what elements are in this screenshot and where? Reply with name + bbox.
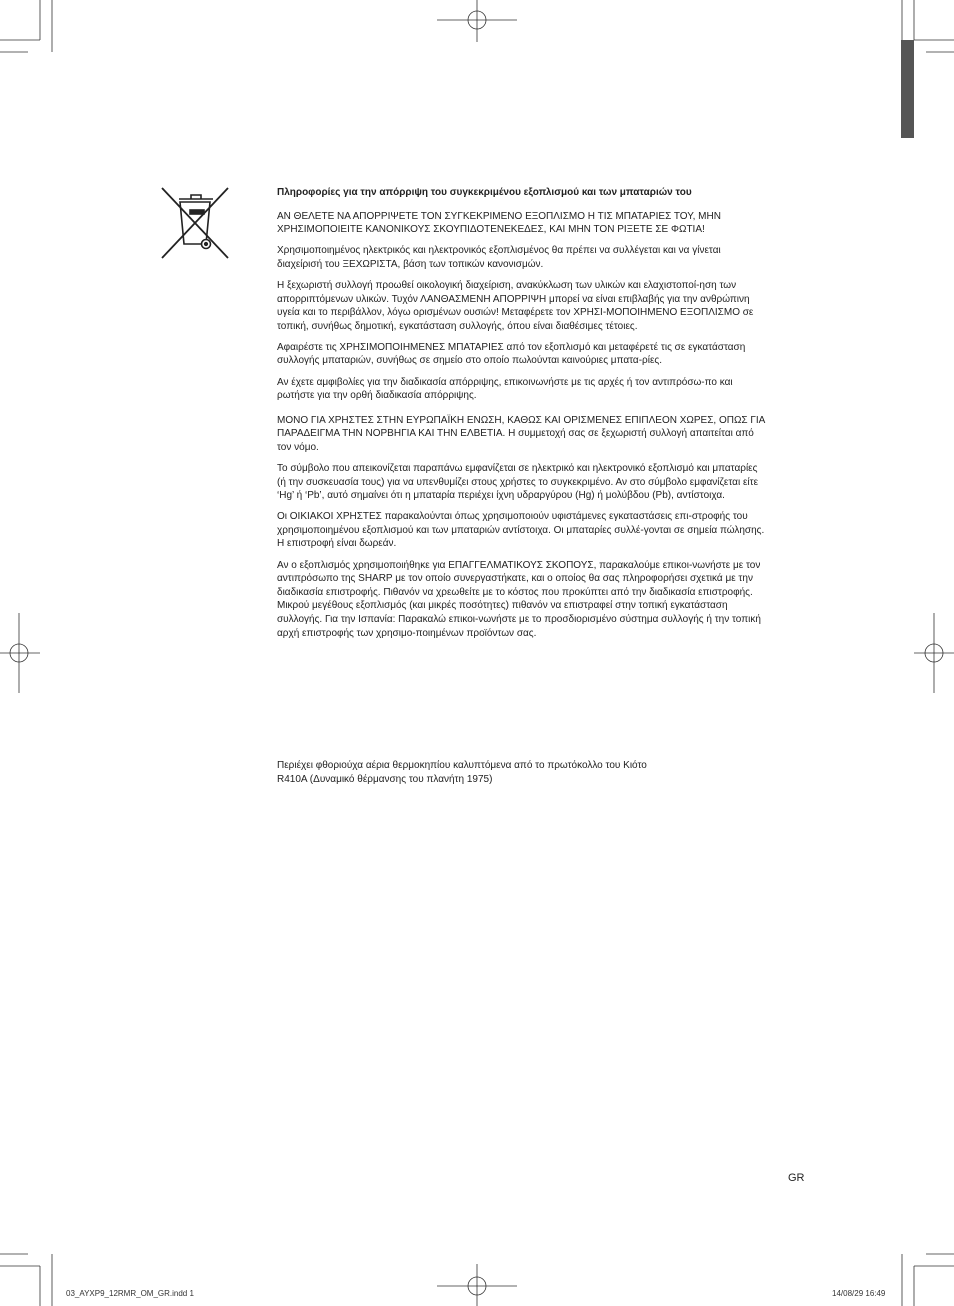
paragraph-warning: ΑΝ ΘΕΛΕΤΕ ΝΑ ΑΠΟΡΡΙΨΕΤΕ ΤΟΝ ΣΥΓΚΕΚΡΙΜΕΝΟ ΕΞΟΠΛΙΣΜΟ Η ΤΙΣ ΜΠΑΤΑΡΙΕΣ ΤΟΥ, ΜΗΝ ΧΡΗΣΙΜΟΠΟΙΕΙΤΕ ΚΑΝΟΝΙΚΟΥΣ ΣΚΟΥΠΙΔΟΤΕΝΕΚΕΔΕΣ, ΚΑΙ ΜΗΝ ΤΟΝ ΡΙΞΕΤΕ ΣΕ ΦΩΤΙΑ! xyxy=(277,210,721,236)
paragraph-batteries: Αφαιρέστε τις ΧΡΗΣΙΜΟΠΟΙΗΜΕΝΕΣ ΜΠΑΤΑΡΙΕΣ από τον εξοπλισμό και μεταφέρετέ τις σε εγκατάσταση συλλογής μπαταριών, συνήθως σε σημείο στο οποίο πωλούνται καινούριες μπατα-ρίες. xyxy=(277,341,746,367)
paragraph-business-users: Αν ο εξοπλισμός χρησιμοποιήθηκε για ΕΠΑΓΓΕΛΜΑΤΙΚΟΥΣ ΣΚΟΠΟΥΣ, παρακαλούμε επικοι-νωνήστε με τον αντιπρόσωπο της SHARP με τον οποίο συνεργαστήκατε, και ο οποίος θα σας πληροφορήσει σχετικά με την διαδικασία επιστροφής. Πιθανόν να χρεωθείτε με το κόστος που προκύπτει από την διαδικασία επιστροφής. Μικρού μεγέθους εξοπλισμός (και μικρές ποσότητες) πιθανόν να επιστραφεί στην τοπική εγκατάσταση συλλογής. Για την Ισπανία: Παρακαλώ επικοι-νωνήστε με το προσδιορισμένο σύστημα συλλογής ή την τοπική αρχή επιστροφής των χρησιμο-ποιημένων προϊόντων σας. xyxy=(277,559,761,639)
paragraph-collection: Χρησιμοποιημένος ηλεκτρικός και ηλεκτρονικός εξοπλισμένος θα πρέπει να συλλέγεται και να γίνεται διαχείρισή του ΞΕΧΩΡΙΣΤΑ, βάση των τοπικών κανονισμών. xyxy=(277,245,721,270)
slug-timestamp: 14/08/29 16:49 xyxy=(832,1289,886,1298)
crossed-out-wheelie-bin-icon xyxy=(158,186,232,260)
paragraph-eu-users: ΜΟΝΟ ΓΙΑ ΧΡΗΣΤΕΣ ΣΤΗΝ ΕΥΡΩΠΑΪΚΗ ΕΝΩΣΗ, ΚΑΘΩΣ ΚΑΙ ΟΡΙΣΜΕΝΕΣ ΕΠΙΠΛΕΟΝ ΧΩΡΕΣ, ΟΠΩΣ ΓΙΑ ΠΑΡΑΔΕΙΓΜΑ ΤΗΝ ΝΟΡΒΗΓΙΑ ΚΑΙ ΤΗΝ ΕΛΒΕΤΙΑ. Η συμμετοχή σας σε ξεχωριστή συλλογή απαιτείται από τον νόμο. xyxy=(277,414,765,453)
language-page-label: GR xyxy=(788,1172,805,1184)
disposal-information xyxy=(277,186,767,648)
paragraph-separate-collection: Η ξεχωριστή συλλογή προωθεί οικολογική διαχείριση, ανακύκλωση των υλικών και ελαχιστοποί-ηση των απορριπτόμενων υλικών. Τυχόν ΛΑΝΘΑΣΜΕΝΗ ΑΠΟΡΡΙΨΗ μπορεί να είναι επιβλαβής για την ανθρώπινη υγεία και το περιβάλλον, λόγω ορισμένων ουσιών! Μεταφέρετε τον ΧΡΗΣΙ-ΜΟΠΟΙΗΜΕΝΟ ΕΞΟΠΛΙΣΜΟ σε τοπική, συνήθως δημοτική, εγκατάσταση συλλογής, όπου είναι διαθέσιμες τέτοιες. xyxy=(277,279,754,332)
language-side-tab xyxy=(901,40,914,138)
slug-file-name: 03_AYXP9_12RMR_OM_GR.indd 1 xyxy=(66,1289,194,1298)
paragraph-doubts: Αν έχετε αμφιβολίες για την διαδικασία απόρριψης, επικοινωνήστε με τις αρχές ή τον αντιπρόσω-πο και ρωτήστε για την ορθή διαδικασία απόρριψης. xyxy=(277,376,733,402)
section-heading: Πληροφορίες για την απόρριψη του συγκεκριμένου εξοπλισμού και των μπαταριών του xyxy=(277,187,692,198)
paragraph-household-users: Οι ΟΙΚΙΑΚΟΙ ΧΡΗΣΤΕΣ παρακαλούνται όπως χρησιμοποιούν υφιστάμενες εγκαταστάσεις επι-στροφής του χρησιμοποιημένου εξοπλισμού και των μπαταριών αντίστοιχα. Οι μπαταρίες συλλέ-γονται σε σημεία πώλησης. Η επιστροφή είναι δωρεάν. xyxy=(277,511,765,550)
refrigerant-note-line-1: Περιέχει φθοριούχα αέρια θερμοκηπίου καλυπτόμενα από το πρωτόκολλο του Κιότο xyxy=(277,760,647,771)
paragraph-symbol: Το σύμβολο που απεικονίζεται παραπάνω εμφανίζεται σε ηλεκτρικό και ηλεκτρονικό εξοπλισμό και μπαταρίες (ή την συσκευασία τους) για να υπενθυμίζει στους χρήστες το συγκεκριμένο. Αν στο σύμβολο εμφανίζεται είτε ‘Hg’ ή ‘Pb’, αυτό σημαίνει ότι η μπαταρία περιέχει ίχνη υδραργύρου (Hg) ή μολύβδου (Pb), αντίστοιχα. xyxy=(277,463,759,502)
refrigerant-note-line-2: R410A (Δυναμικό θέρμανσης του πλανήτη 1975) xyxy=(277,773,493,785)
refrigerant-note xyxy=(277,759,767,786)
